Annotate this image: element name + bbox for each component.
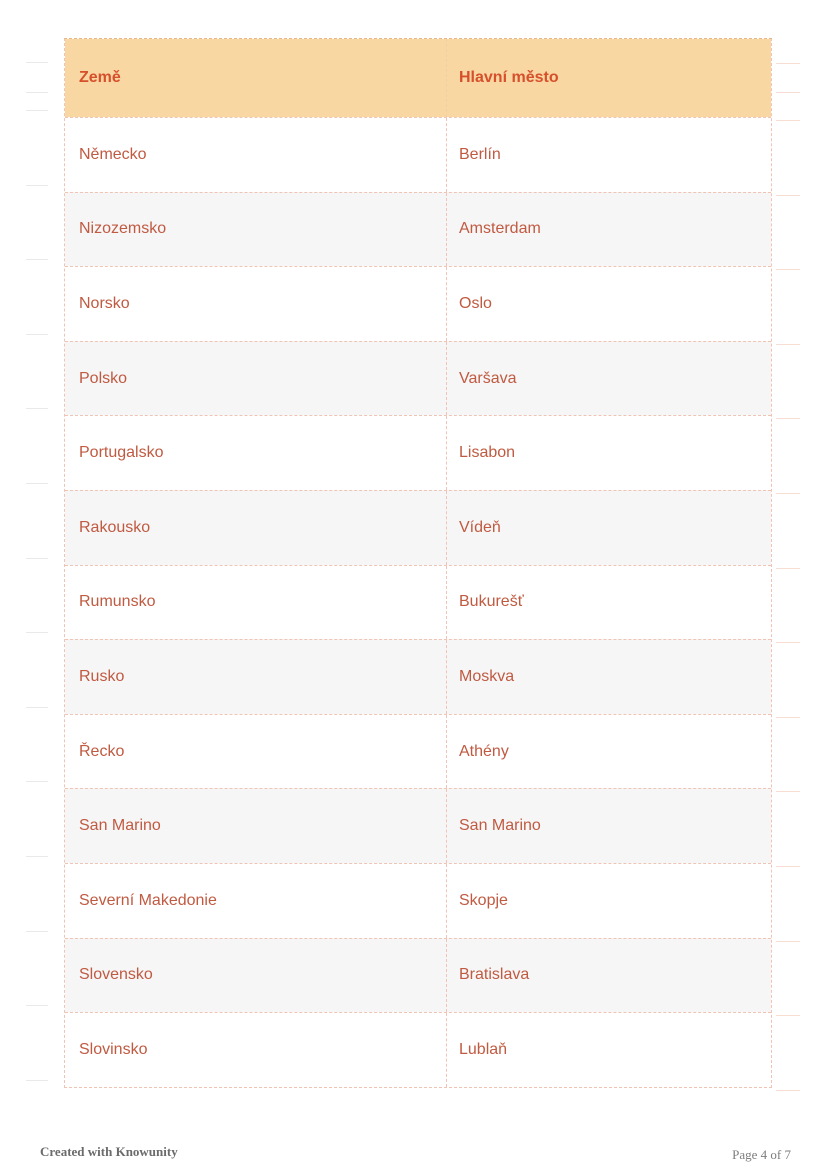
left-margin-mark: [26, 110, 48, 111]
country-cell: Slovinsko: [79, 1040, 148, 1058]
table-row: [65, 266, 771, 341]
capital-cell: Bukurešť: [446, 566, 771, 640]
table-row: [65, 788, 771, 863]
left-margin-mark: [26, 558, 48, 559]
left-margin-mark: [26, 92, 48, 93]
right-margin-mark: [776, 866, 800, 867]
right-margin-mark: [776, 120, 800, 121]
right-margin-mark: [776, 1090, 800, 1091]
right-margin-mark: [776, 63, 800, 64]
left-margin-mark: [26, 1080, 48, 1081]
capital-cell: Amsterdam: [446, 193, 771, 267]
country-cell: Rusko: [79, 667, 125, 685]
right-margin-mark: [776, 418, 800, 419]
table-row: [65, 639, 771, 714]
table-row: [65, 565, 771, 640]
table-header-row: [65, 39, 771, 117]
country-cell: Slovensko: [79, 966, 153, 984]
table-row: [65, 714, 771, 789]
right-margin-mark: [776, 1015, 800, 1016]
left-margin-mark: [26, 1005, 48, 1006]
table-body: [65, 117, 771, 1087]
header-cell-capital: Hlavní město: [446, 39, 771, 117]
capital-cell: Vídeň: [446, 491, 771, 565]
country-cell: Polsko: [79, 369, 128, 387]
right-margin-mark: [776, 568, 800, 569]
capital-cell: Lisabon: [446, 416, 771, 490]
country-cell: Rakousko: [79, 518, 151, 536]
country-cell: Norsko: [79, 294, 130, 312]
right-margin-mark: [776, 941, 800, 942]
left-margin-mark: [26, 408, 48, 409]
left-margin-mark: [26, 632, 48, 633]
table-row: [65, 117, 771, 192]
left-margin-mark: [26, 259, 48, 260]
country-cell: Nizozemsko: [79, 220, 167, 238]
page-number: Page 4 of 7: [732, 1147, 791, 1162]
table-row: [65, 938, 771, 1013]
capital-cell: Lublaň: [446, 1013, 771, 1087]
capital-cell: Moskva: [446, 640, 771, 714]
capital-cell: San Marino: [446, 789, 771, 863]
right-margin-mark: [776, 92, 800, 93]
left-margin-mark: [26, 781, 48, 782]
capitals-table: [64, 38, 772, 1088]
left-margin-mark: [26, 185, 48, 186]
right-margin-mark: [776, 195, 800, 196]
country-cell: Rumunsko: [79, 593, 156, 611]
table-row: [65, 863, 771, 938]
left-margin-mark: [26, 334, 48, 335]
capital-cell: Oslo: [446, 267, 771, 341]
left-margin-mark: [26, 707, 48, 708]
table-row: [65, 341, 771, 416]
footer-credit: Created with Knowunity: [40, 1144, 178, 1159]
right-margin-mark: [776, 269, 800, 270]
country-cell: Severní Makedonie: [79, 891, 217, 909]
left-margin-mark: [26, 62, 48, 63]
table-row: [65, 1012, 771, 1087]
header-cell-country: Země: [79, 69, 121, 86]
capital-cell: Varšava: [446, 342, 771, 416]
right-margin-mark: [776, 717, 800, 718]
capital-cell: Bratislava: [446, 939, 771, 1013]
table-row: [65, 490, 771, 565]
country-cell: Portugalsko: [79, 444, 164, 462]
capital-cell: Berlín: [446, 118, 771, 192]
left-margin-mark: [26, 483, 48, 484]
left-margin-mark: [26, 931, 48, 932]
right-margin-mark: [776, 642, 800, 643]
country-cell: Německo: [79, 145, 147, 163]
country-cell: San Marino: [79, 817, 161, 835]
country-cell: Řecko: [79, 742, 125, 760]
table-row: [65, 415, 771, 490]
table-row: [65, 192, 771, 267]
right-margin-mark: [776, 344, 800, 345]
capital-cell: Skopje: [446, 864, 771, 938]
right-margin-mark: [776, 493, 800, 494]
left-margin-mark: [26, 856, 48, 857]
right-margin-mark: [776, 791, 800, 792]
capital-cell: Athény: [446, 715, 771, 789]
